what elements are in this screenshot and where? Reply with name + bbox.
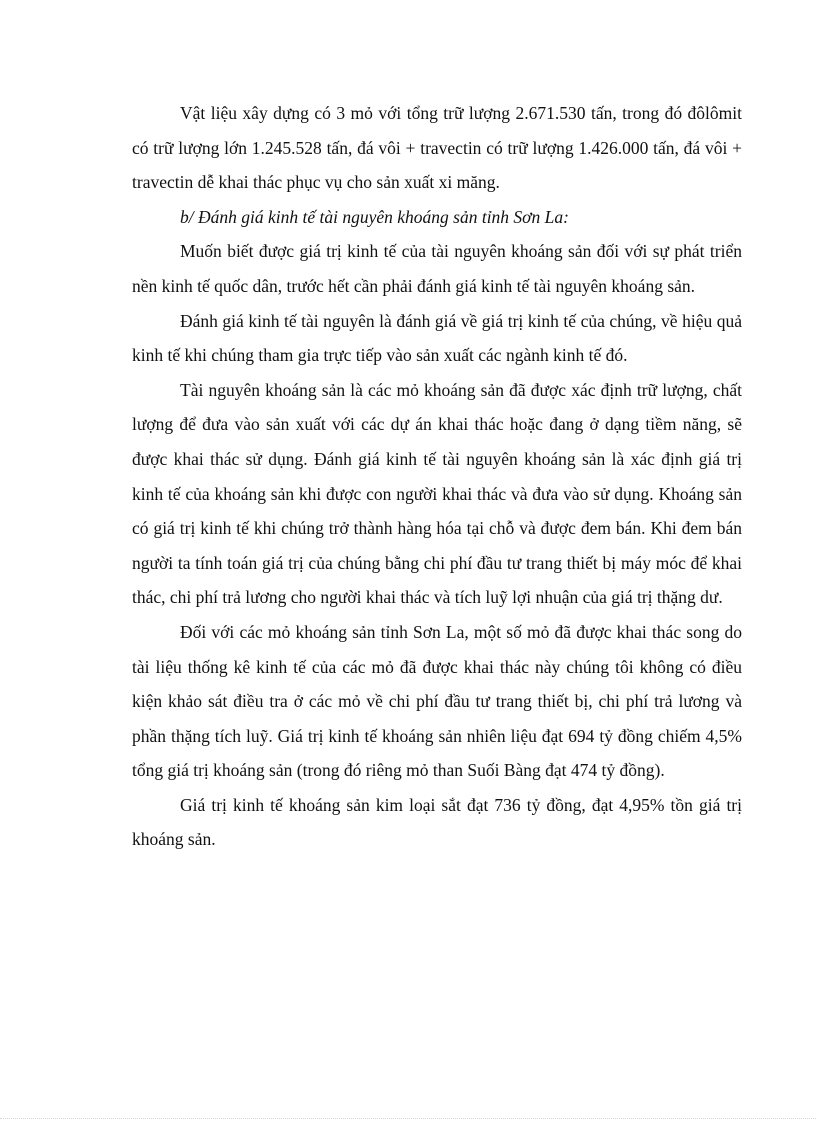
paragraph-iron-ore-value: Giá trị kinh tế khoáng sản kim loại sắt đạt 736 tỷ đồng, đạt 4,95% tồn giá trị khoáng sản.	[132, 794, 742, 850]
page-bottom-divider	[0, 1118, 816, 1119]
paragraph-son-la-mines: Đối với các mỏ khoáng sản tỉnh Sơn La, một số mỏ đã được khai thác song do tài liệu thống kê kinh tế của các mỏ đã được khai thác này chúng tôi không có điều kiện khảo sát điều tra ở các mỏ về chi phí đầu tư trang thiết bị, chi phí trả lương và phần thặng tích luỹ. Giá trị kinh tế khoáng sản nhiên liệu đạt 694 tỷ đồng chiếm 4,5% tổng giá trị khoáng sản (trong đó riêng mỏ than Suối Bàng đạt 474 tỷ đồng).	[132, 621, 742, 781]
paragraph-mineral-resources: Tài nguyên khoáng sản là các mỏ khoáng sản đã được xác định trữ lượng, chất lượng để đưa vào sản xuất với các dự án khai thác hoặc đang ở dạng tiềm năng, sẽ được khai thác sử dụng. Đánh giá kinh tế tài nguyên khoáng sản là xác định giá trị kinh tế của khoáng sản khi được con người khai thác và đưa vào sử dụng. Khoáng sản có giá trị kinh tế khi chúng trở thành hàng hóa tại chỗ và được đem bán. Khi đem bán người ta tính toán giá trị của chúng bằng chi phí đầu tư trang thiết bị máy móc để khai thác, chi phí trả lương cho người khai thác và tích luỹ lợi nhuận của giá trị thặng dư.	[132, 379, 742, 608]
paragraph-resource-assessment-definition: Đánh giá kinh tế tài nguyên là đánh giá về giá trị kinh tế của chúng, về hiệu quả kinh tế khi chúng tham gia trực tiếp vào sản xuất các ngành kinh tế đó.	[132, 310, 742, 366]
paragraph-construction-materials: Vật liệu xây dựng có 3 mỏ với tổng trữ lượng 2.671.530 tấn, trong đó đôlômit có trữ lượng lớn 1.245.528 tấn, đá vôi + travectin có trữ lượng 1.426.000 tấn, đá vôi + travectin dễ khai thác phục vụ cho sản xuất xi măng.	[132, 103, 742, 193]
paragraph-economic-value-intro: Muốn biết được giá trị kinh tế của tài nguyên khoáng sản đối với sự phát triển nền kinh tế quốc dân, trước hết cần phải đánh giá kinh tế tài nguyên khoáng sản.	[132, 241, 742, 296]
document-body	[132, 96, 742, 857]
section-heading-economic-assessment: b/ Đánh giá kinh tế tài nguyên khoáng sản tỉnh Sơn La:	[180, 206, 569, 227]
